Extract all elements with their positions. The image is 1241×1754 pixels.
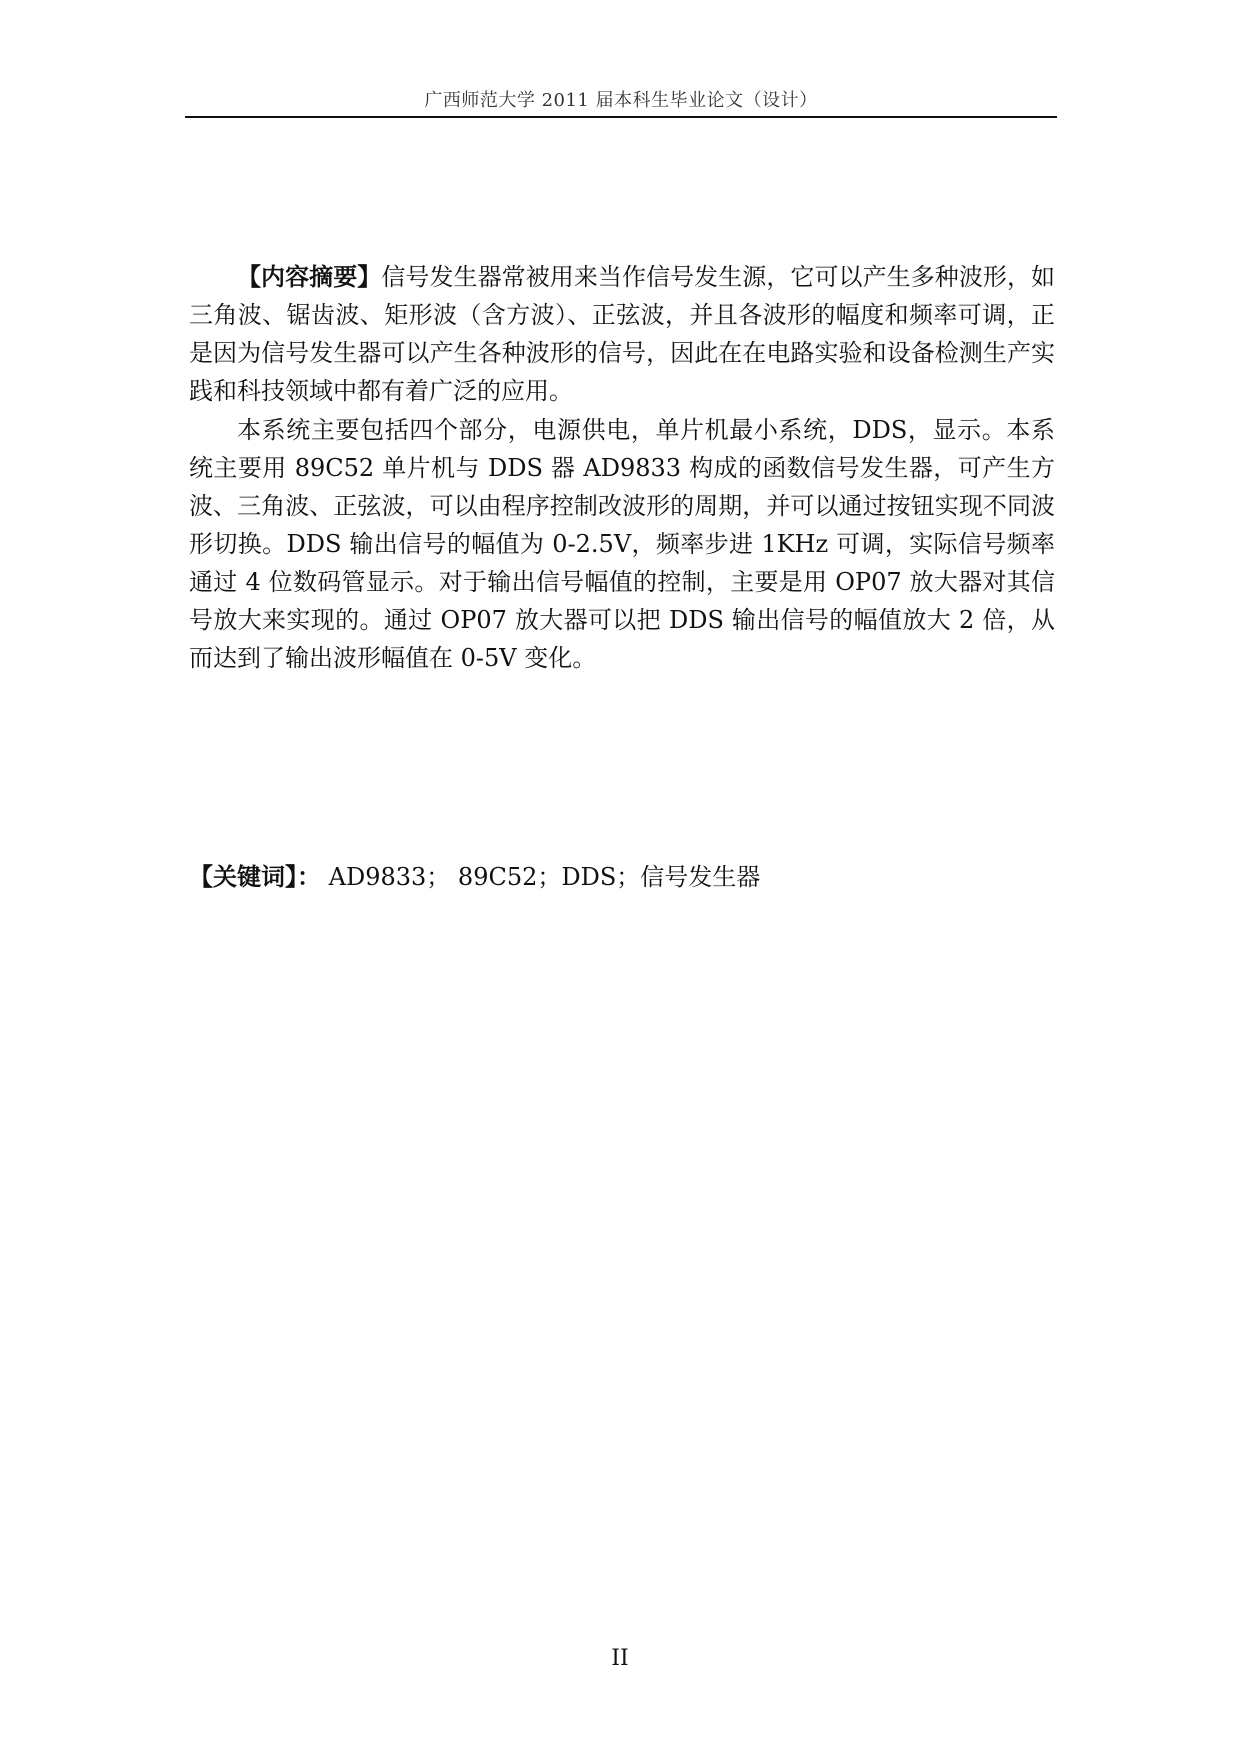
abstract-section: [189, 258, 1055, 677]
keywords-section: [189, 858, 1055, 896]
abstract-label: 【内容摘要】: [237, 263, 382, 291]
header-divider: [185, 116, 1057, 118]
abstract-paragraph-2: 本系统主要包括四个部分，电源供电，单片机最小系统，DDS，显示。本系统主要用 89C52 单片机与 DDS 器 AD9833 构成的函数信号发生器，可产生方波、三角波、正弦波，可以由程序控制改波形的周期，并可以通过按钮实现不同波形切换。DDS 输出信号的幅值为 0-2.5V，频率步进 1KHz 可调，实际信号频率通过 4 位数码管显示。对于输出信号幅值的控制，主要是用 OP07 放大器对其信号放大来实现的。通过 OP07 放大器可以把 DDS 输出信号的幅值放大 2 倍，从而达到了输出波形幅值在 0-5V 变化。: [189, 416, 1055, 672]
running-header: 广西师范大学 2011 届本科生毕业论文（设计）: [424, 90, 818, 111]
abstract-paragraph-1-text: 信号发生器常被用来当作信号发生源，它可以产生多种波形，如三角波、锯齿波、矩形波（含方波）、正弦波，并且各波形的幅度和频率可调，正是因为信号发生器可以产生各种波形的信号，因此在在电路实验和设备检测生产实践和科技领域中都有着广泛的应用。: [189, 263, 1056, 405]
page-number: II: [611, 1646, 629, 1671]
keywords-text: AD9833； 89C52；DDS；信号发生器: [328, 863, 761, 891]
keywords-label: 【关键词】：: [189, 863, 321, 891]
abstract-paragraph-1: [189, 258, 1055, 410]
